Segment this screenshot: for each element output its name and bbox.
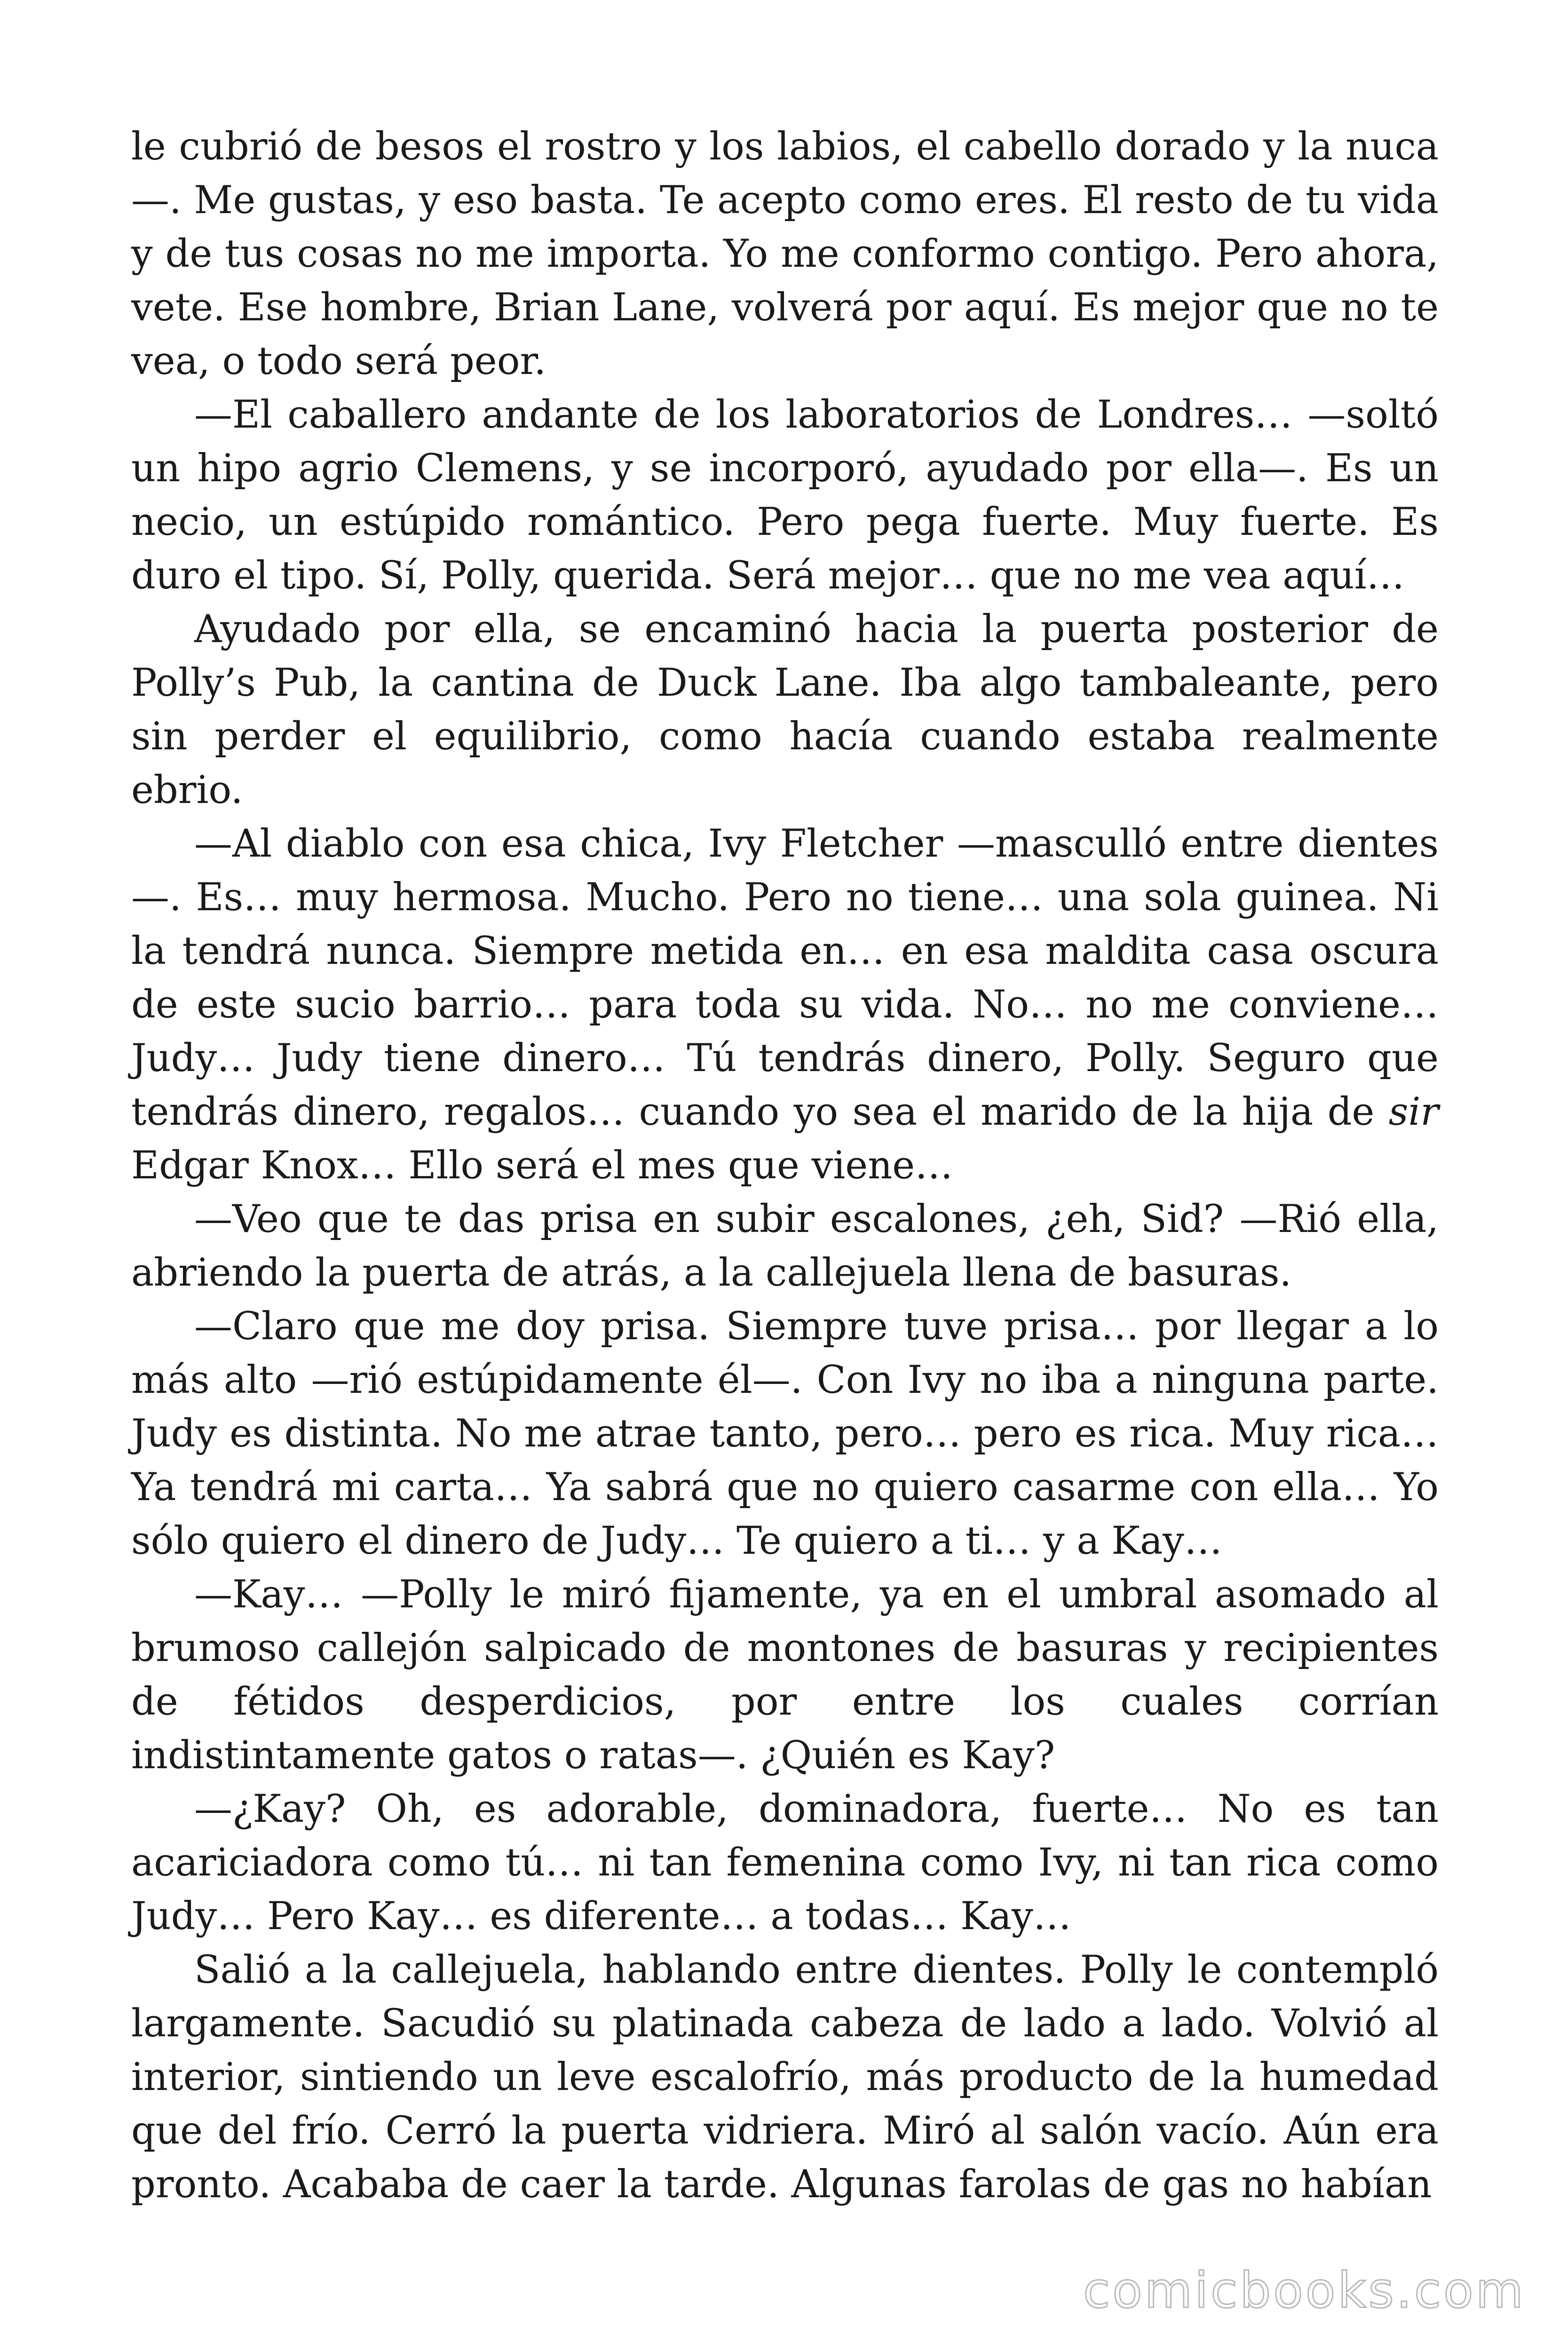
- paragraph-3: [131, 603, 1439, 817]
- paragraph-5-text: —Veo que te das prisa en subir escalones, ¿eh, Sid? —Rió ella, abriendo la puerta de atrás, a la callejuela llena de basuras.: [131, 1197, 1439, 1295]
- paragraph-2: [131, 388, 1439, 603]
- paragraph-9: [131, 1943, 1439, 2211]
- watermark: comicbooks.com: [1083, 2262, 1526, 2319]
- paragraph-6: [131, 1300, 1439, 1568]
- paragraph-6-text: —Claro que me doy prisa. Siempre tuve prisa… por llegar a lo más alto —rió estúpidamente él—. Con Ivy no iba a ninguna parte. Judy es distinta. No me atrae tanto, pero… pero es rica. Muy rica… Ya tendrá mi carta… Ya sabrá que no quiero casarme con ella… Yo sólo quiero el dinero de Judy… Te quiero a ti… y a Kay…: [131, 1304, 1439, 1563]
- paragraph-4: [131, 817, 1439, 1192]
- paragraph-7-text: —Kay… —Polly le miró fijamente, ya en el umbral asomado al brumoso callejón salpicado de montones de basuras y recipientes de fétidos desperdicios, por entre los cuales corrían indistintamente gatos o ratas—. ¿Quién es Kay?: [131, 1573, 1439, 1778]
- paragraph-8-text: —¿Kay? Oh, es adorable, dominadora, fuerte… No es tan acariciadora como tú… ni tan femenina como Ivy, ni tan rica como Judy… Pero Kay… es diferente… a todas… Kay…: [131, 1787, 1439, 1939]
- paragraph-4-text-b: Edgar Knox… Ello será el mes que viene…: [131, 1144, 953, 1188]
- paragraph-2-text: —El caballero andante de los laboratorios de Londres… —soltó un hipo agrio Clemens, y se incorporó, ayudado por ella—. Es un necio, un estúpido romántico. Pero pega fuerte. Muy fuerte. Es duro el tipo. Sí, Polly, querida. Será mejor… que no me vea aquí…: [131, 393, 1439, 598]
- paragraph-4-text-a: —Al diablo con esa chica, Ivy Fletcher —masculló entre dientes —. Es… muy hermosa. Mucho. Pero no tiene… una sola guinea. Ni la tendrá nunca. Siempre metida en… en esa maldita casa oscura de este sucio barrio… para toda su vida. No… no me conviene… Judy… Judy tiene dinero… Tú tendrás dinero, Polly. Seguro que tendrás dinero, regalos… cuando yo sea el marido de la hija de: [131, 822, 1439, 1134]
- paragraph-9-text: Salió a la callejuela, hablando entre dientes. Polly le contempló largamente. Sacudió su platinada cabeza de lado a lado. Volvió al interior, sintiendo un leve escalofrío, más producto de la humedad que del frío. Cerró la puerta vidriera. Miró al salón vacío. Aún era pronto. Acababa de caer la tarde. Algunas farolas de gas no habían: [131, 1948, 1439, 2207]
- paragraph-1-text: le cubrió de besos el rostro y los labios, el cabello dorado y la nuca —. Me gustas, y eso basta. Te acepto como eres. El resto de tu vida y de tus cosas no me importa. Yo me conformo contigo. Pero ahora, vete. Ese hombre, Brian Lane, volverá por aquí. Es mejor que no te vea, o todo será peor.: [131, 125, 1439, 383]
- paragraph-7: [131, 1568, 1439, 1782]
- paragraph-8: [131, 1782, 1439, 1943]
- paragraph-5: [131, 1192, 1439, 1300]
- paragraph-4-italic-sir: sir: [1388, 1090, 1439, 1134]
- page-text: [131, 120, 1439, 2211]
- paragraph-1: [131, 120, 1439, 388]
- paragraph-3-text: Ayudado por ella, se encaminó hacia la puerta posterior de Polly’s Pub, la cantina de Duck Lane. Iba algo tambaleante, pero sin perder el equilibrio, como hacía cuando estaba realmente ebrio.: [131, 607, 1439, 812]
